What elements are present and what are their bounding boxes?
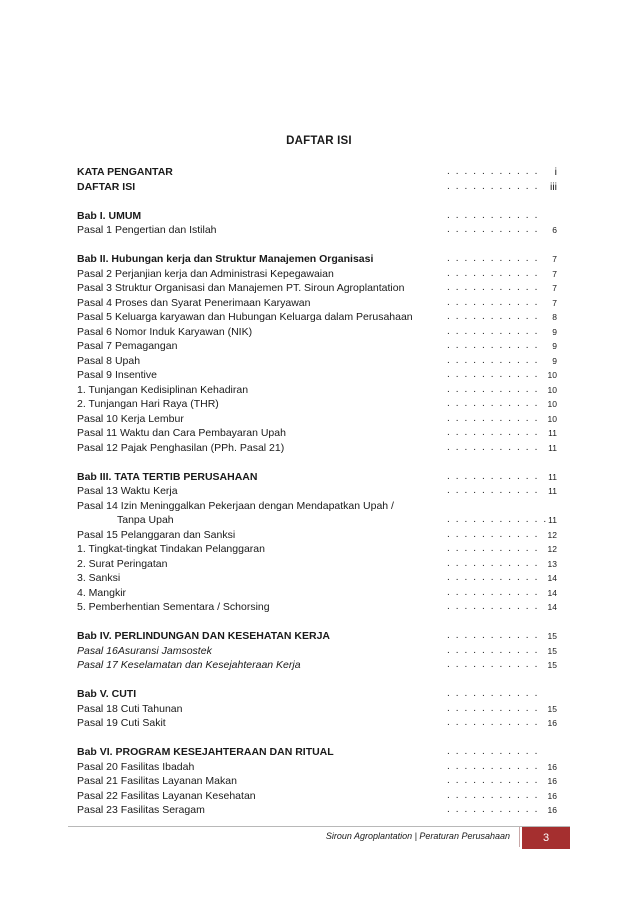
toc-entry-leader: . . . . . . . . . . . [447, 282, 539, 293]
toc-entry-title: Pasal 14 Izin Meninggalkan Pekerjaan dengan Mendapatkan Upah / [77, 499, 394, 512]
toc-entry-title: Bab VI. PROGRAM KESEJAHTERAAN DAN RITUAL [77, 746, 334, 758]
toc-entry-title: 5. Pemberhentian Sementara / Schorsing [77, 601, 270, 613]
toc-entry-title: Bab IV. PERLINDUNGAN DAN KESEHATAN KERJA [77, 630, 330, 642]
toc-entry [77, 209, 557, 223]
toc-entry [77, 397, 557, 411]
toc-entry-page: 16 [547, 790, 557, 801]
page-number-badge: 3 [522, 827, 570, 849]
toc-entry-leader: . . . . . . . . . . . [447, 601, 539, 612]
toc-entry [77, 586, 557, 600]
toc-entry-title: 1. Tunjangan Kedisiplinan Kehadiran [77, 383, 249, 396]
toc-entry-page: 15 [547, 703, 557, 714]
toc-entry [77, 296, 557, 310]
toc-entry-title: Tanpa Upah [117, 514, 174, 526]
toc-entry-leader: . . . . . . . . . . . [447, 427, 539, 438]
toc-entry-leader: . . . . . . . . . . . [447, 398, 539, 409]
toc-entry-title: Pasal 20 Fasilitas Ibadah [77, 760, 195, 773]
toc-entry-leader: . . . . . . . . . . . [447, 644, 539, 656]
toc-entry-title: Pasal 9 Insentive [77, 369, 157, 381]
toc-entry-page: 12 [547, 529, 557, 540]
toc-entry [77, 789, 557, 803]
toc-entry-page: 7 [552, 297, 557, 308]
toc-entry-title: 3. Sanksi [77, 572, 121, 584]
toc-entry-title: Pasal 2 Perjanjian kerja dan Administrasi Kepegawaian [77, 267, 334, 280]
toc-entry-title: Pasal 3 Struktur Organisasi dan Manajemen PT. Siroun Agroplantation [77, 282, 405, 294]
toc-entry-leader: . . . . . . . . . . . [447, 775, 539, 786]
toc-entry-leader: . . . . . . . . . . . [447, 470, 539, 482]
toc-entry-leader: . . . . . . . . . . . [447, 485, 539, 496]
toc-entry-leader: . . . . . . . . . . . [447, 383, 539, 395]
toc-entry-title: 1. Tingkat-tingkat Tindakan Pelanggaran [77, 543, 265, 555]
toc-entry-page: 16 [547, 805, 557, 815]
toc-entry [77, 165, 557, 179]
toc-entry-leader: . . . . . . . . . . . [447, 340, 539, 351]
toc-entry [77, 499, 557, 513]
toc-entry-leader: . . . . . . . . . . . [447, 586, 539, 598]
toc-entry-leader: . . . . . . . . . . . [447, 412, 539, 424]
toc-entry-page: iii [550, 180, 557, 193]
toc-entry-title: DAFTAR ISI [77, 180, 136, 193]
toc-entry [77, 513, 557, 527]
toc-entry-title: 4. Mangkir [77, 586, 127, 599]
toc-entry-title: KATA PENGANTAR [77, 166, 173, 178]
toc-entry-leader: . . . . . . . . . . . [447, 209, 539, 221]
toc-entry-title: Pasal 17 Keselamatan dan Kesejahteraan Kerja [77, 659, 301, 671]
toc-entry-leader: . . . . . . . . . . . [447, 572, 539, 583]
toc-entry-leader: . . . . . . . . . . . [447, 760, 539, 772]
toc-entry-page: 14 [547, 587, 557, 598]
toc-entry [77, 702, 557, 716]
toc-entry-leader: . . . . . . . . . . . [447, 166, 539, 177]
toc-entry-leader: . . . . . . . . . . . [447, 717, 539, 728]
toc-entry-leader: . . . . . . . . . . . [447, 746, 539, 757]
footer-separator [519, 827, 520, 847]
footer-text: Siroun Agroplantation | Peraturan Perusahaan [325, 831, 510, 841]
toc-entry-page: 14 [547, 602, 557, 612]
toc-entry [77, 629, 557, 643]
toc-entry-leader: . . . . . . . . . . . [447, 224, 539, 235]
toc-entry-title: Pasal 10 Kerja Lembur [77, 412, 184, 425]
toc-entry-title: Pasal 5 Keluarga karyawan dan Hubungan Keluarga dalam Perusahaan [77, 311, 413, 323]
toc-entry [77, 383, 557, 397]
toc-entry-title: Pasal 23 Fasilitas Seragam [77, 804, 205, 816]
toc-entry-leader: . . . . . . . . . . . [447, 325, 539, 337]
toc-entry [77, 310, 557, 324]
toc-entry [77, 426, 557, 440]
toc-entry-title: 2. Tunjangan Hari Raya (THR) [77, 398, 219, 410]
toc-entry [77, 803, 557, 817]
toc-entry-page: 11 [548, 442, 557, 453]
toc-entry-leader: . . . . . . . . . . . [447, 789, 539, 801]
toc-entry-page: 11 [548, 486, 557, 496]
toc-entry-leader: . . . . . . . . . . . [447, 804, 539, 815]
toc-entry-page: 7 [552, 283, 557, 293]
toc-entry-leader: . . . . . . . . . . . [447, 557, 539, 569]
toc-entry [77, 644, 557, 658]
toc-entry [77, 571, 557, 585]
toc-entry [77, 687, 557, 701]
toc-entry [77, 223, 557, 237]
toc-entry-title: Bab I. UMUM [77, 209, 142, 222]
toc-entry [77, 470, 557, 484]
toc-entry-title: Bab III. TATA TERTIB PERUSAHAAN [77, 470, 258, 483]
toc-entry-page: 11 [548, 428, 557, 438]
toc-entry [77, 745, 557, 759]
toc-entry-page: 14 [547, 573, 557, 583]
toc-entry-title: Pasal 4 Proses dan Syarat Penerimaan Karyawan [77, 296, 311, 309]
toc-entry-title: Bab V. CUTI [77, 688, 137, 700]
toc-entry-page: 9 [552, 341, 557, 351]
toc-entry-leader: . . . . . . . . . . . [447, 702, 539, 714]
toc-entry [77, 774, 557, 788]
toc-entry-page: 10 [547, 399, 557, 409]
toc-entry-page: 7 [552, 254, 557, 264]
toc-entry-title: Pasal 19 Cuti Sakit [77, 717, 166, 729]
toc-entry-title: Pasal 11 Waktu dan Cara Pembayaran Upah [77, 427, 286, 439]
toc-entry-page: 8 [552, 312, 557, 322]
toc-entry-title: Pasal 7 Pemagangan [77, 340, 178, 352]
toc-entry-page: 11 [548, 471, 557, 482]
toc-entry-title: Pasal 8 Upah [77, 354, 141, 367]
toc-entry-leader: . . . . . . . . . . . [447, 441, 539, 453]
toc-entry [77, 252, 557, 266]
toc-entry-page: 15 [547, 631, 557, 641]
toc-entry-page: 10 [547, 413, 557, 424]
toc-entry [77, 600, 557, 614]
toc-entry-leader: . . . . . . . . . . . [447, 180, 539, 192]
toc-entry-title: 2. Surat Peringatan [77, 557, 168, 570]
toc-entry-title: Pasal 6 Nomor Induk Karyawan (NIK) [77, 325, 253, 338]
toc-entry-leader: . . . . . . . . . . . [447, 659, 539, 670]
toc-entry [77, 760, 557, 774]
toc-entry-page: i [554, 166, 557, 178]
toc-entry-leader: . . . . . . . . . . . [447, 253, 539, 264]
toc-entry [77, 557, 557, 571]
toc-entry-page: 15 [547, 660, 557, 670]
toc-entry [77, 325, 557, 339]
toc-entry-page: 13 [547, 558, 557, 569]
toc-entry-title: Pasal 16Asuransi Jamsostek [77, 644, 212, 657]
toc-entry [77, 339, 557, 353]
toc-entry-page: 15 [547, 645, 557, 656]
toc-entry-leader: . . . . . . . . . . . [447, 543, 539, 554]
toc-entry-page: 12 [547, 544, 557, 554]
toc-entry [77, 354, 557, 368]
toc-entry-title: Pasal 15 Pelanggaran dan Sanksi [77, 528, 236, 541]
footer-divider [68, 826, 570, 827]
toc-entry [77, 281, 557, 295]
toc-entry-page: 6 [552, 225, 557, 235]
toc-entry-title: Pasal 18 Cuti Tahunan [77, 702, 183, 715]
toc-entry [77, 441, 557, 455]
toc-entry [77, 267, 557, 281]
toc-entry-page: 7 [552, 268, 557, 279]
page-title: DAFTAR ISI [286, 135, 352, 147]
toc-entry-page: 10 [547, 370, 557, 380]
toc-entry-title: Pasal 22 Fasilitas Layanan Kesehatan [77, 789, 256, 802]
toc-entry [77, 716, 557, 730]
toc-entry-leader: . . . . . . . . . . . [447, 688, 539, 699]
toc-entry-page: 10 [547, 384, 557, 395]
toc-entry-leader: . . . . . . . . . . . [447, 354, 539, 366]
toc-entry-title: Pasal 13 Waktu Kerja [77, 485, 178, 497]
toc-entry [77, 484, 557, 498]
toc-entry [77, 180, 557, 194]
toc-entry [77, 658, 557, 672]
toc-entry-title: Pasal 21 Fasilitas Layanan Makan [77, 775, 237, 787]
toc-entry-leader: . . . . . . . . . . . [447, 528, 539, 540]
toc-entry-page: 16 [547, 718, 557, 728]
toc-entry-page: 9 [552, 355, 557, 366]
toc-entry [77, 368, 557, 382]
toc-entry-leader: . . . . . . . . . . . [447, 311, 539, 322]
toc-entry-leader: . . . . . . . . . . . [447, 369, 539, 380]
toc-entry-leader: . . . . . . . . . . . [447, 267, 539, 279]
toc-entry [77, 542, 557, 556]
toc-entry-page: 16 [547, 776, 557, 786]
toc-entry-title: Pasal 12 Pajak Penghasilan (PPh. Pasal 21) [77, 441, 285, 454]
toc-entry-leader: . . . . . . . . . . . . [447, 514, 548, 525]
toc-entry [77, 412, 557, 426]
toc-entry-page: 16 [547, 761, 557, 772]
toc-entry-leader: . . . . . . . . . . . [447, 630, 539, 641]
toc-entry-title: Bab II. Hubungan kerja dan Struktur Manajemen Organisasi [77, 253, 374, 265]
toc-entry-page: 9 [552, 326, 557, 337]
toc-entry [77, 528, 557, 542]
toc-entry-leader: . . . . . . . . . . . [447, 296, 539, 308]
toc-entry-title: Pasal 1 Pengertian dan Istilah [77, 224, 217, 236]
toc-entry-page: 11 [548, 515, 557, 525]
